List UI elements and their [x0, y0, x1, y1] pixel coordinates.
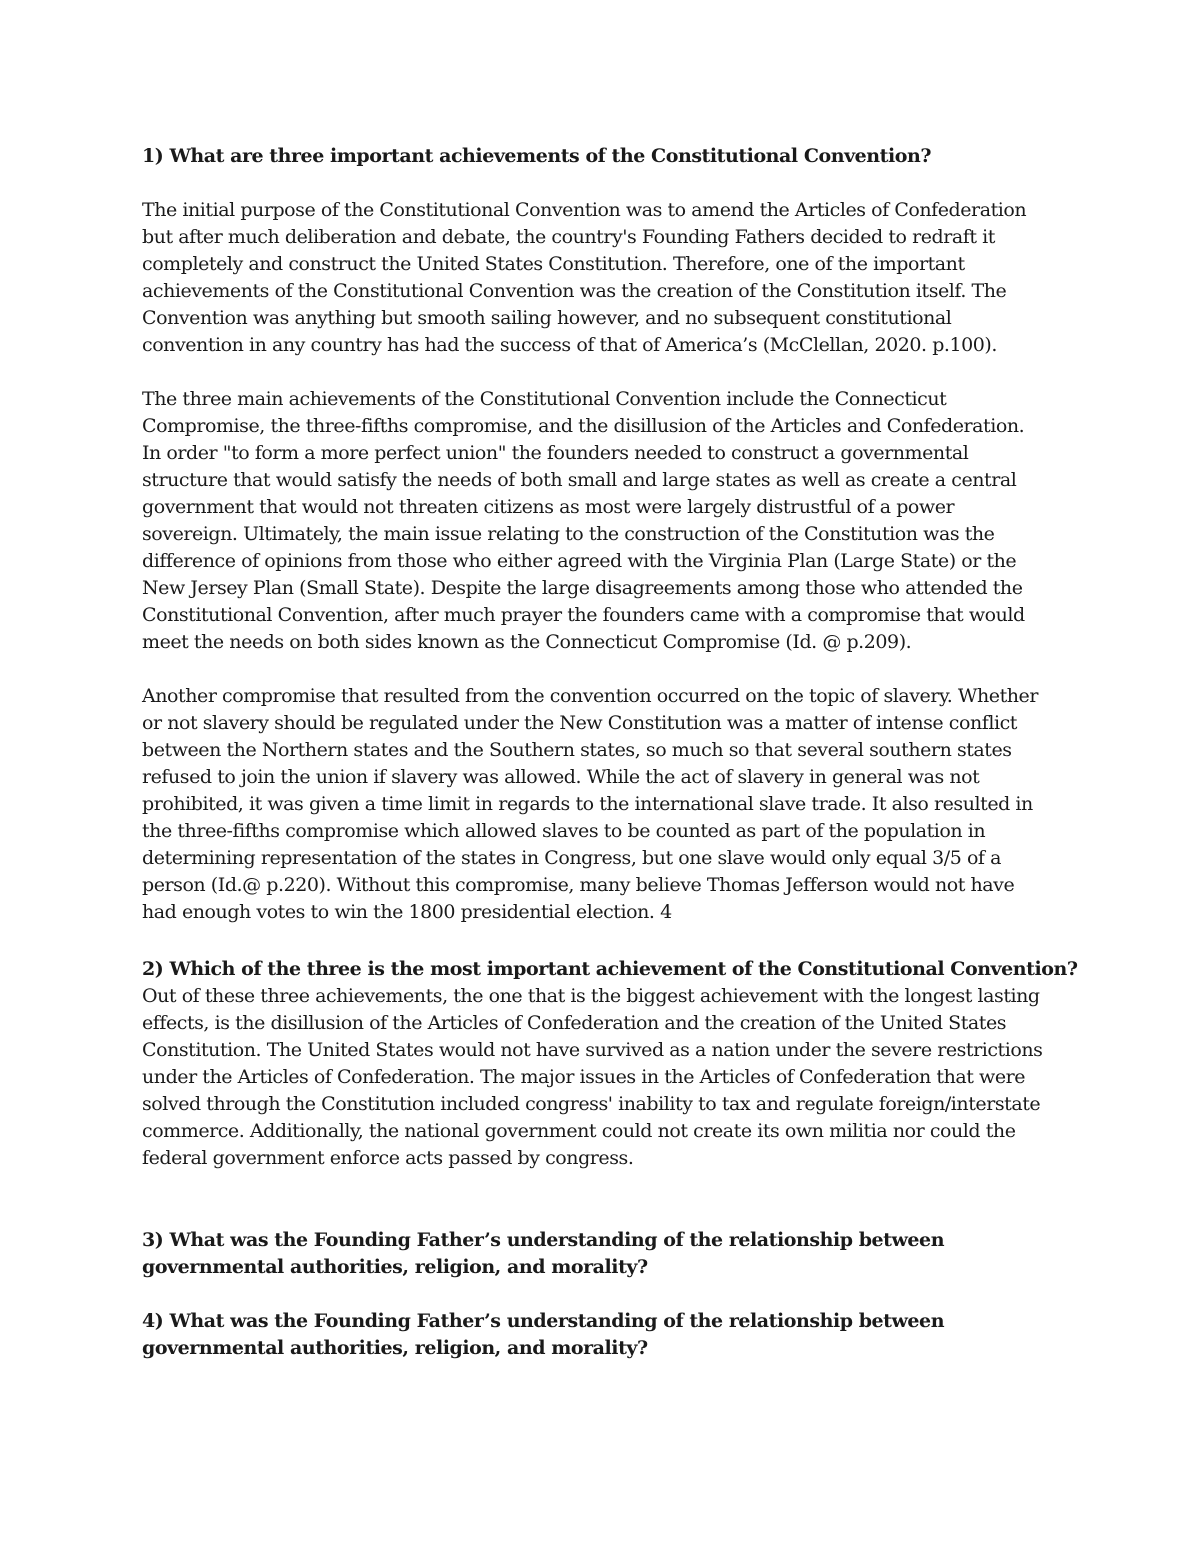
question-2-heading: [142, 956, 1078, 983]
question-1-paragraph-3: [142, 683, 1038, 926]
question-3-heading: [142, 1227, 944, 1281]
text-line: person (Id.@ p.220). Without this compromise, many believe Thomas Jefferson would not have: [142, 874, 1015, 896]
heading-line: 4) What was the Founding Father’s understanding of the relationship between: [142, 1310, 945, 1332]
heading-line: governmental authorities, religion, and morality?: [142, 1256, 648, 1278]
text-line: had enough votes to win the 1800 presidential election. 4: [142, 901, 672, 923]
text-line: difference of opinions from those who either agreed with the Virginia Plan (Large State) or the: [142, 550, 1017, 572]
heading-line: governmental authorities, religion, and morality?: [142, 1337, 648, 1359]
text-line: but after much deliberation and debate, the country's Founding Fathers decided to redraft it: [142, 226, 995, 248]
text-line: under the Articles of Confederation. The major issues in the Articles of Confederation that were: [142, 1066, 1026, 1088]
question-4-heading: [142, 1308, 944, 1362]
text-line: the three-fifths compromise which allowed slaves to be counted as part of the population in: [142, 820, 986, 842]
text-line: The three main achievements of the Constitutional Convention include the Connecticut: [142, 388, 947, 410]
text-line: Compromise, the three-fifths compromise, and the disillusion of the Articles and Confederation.: [142, 415, 1025, 437]
text-line: Constitutional Convention, after much prayer the founders came with a compromise that would: [142, 604, 1025, 626]
text-line: commerce. Additionally, the national government could not create its own militia nor could the: [142, 1120, 1016, 1142]
text-line: federal government enforce acts passed by congress.: [142, 1147, 634, 1169]
text-line: completely and construct the United States Constitution. Therefore, one of the important: [142, 253, 965, 275]
text-line: determining representation of the states in Congress, but one slave would only equal 3/5 of a: [142, 847, 1001, 869]
text-line: structure that would satisfy the needs of both small and large states as well as create a central: [142, 469, 1017, 491]
text-line: The initial purpose of the Constitutional Convention was to amend the Articles of Confederation: [142, 199, 1027, 221]
text-line: solved through the Constitution included congress' inability to tax and regulate foreign/interstate: [142, 1093, 1041, 1115]
text-line: refused to join the union if slavery was allowed. While the act of slavery in general was not: [142, 766, 980, 788]
question-1-paragraph-2: [142, 386, 1025, 656]
text-line: meet the needs on both sides known as the Connecticut Compromise (Id. @ p.209).: [142, 631, 912, 653]
question-1-paragraph-1: [142, 197, 1026, 359]
text-line: prohibited, it was given a time limit in regards to the international slave trade. It also resulted in: [142, 793, 1033, 815]
question-2-paragraph-1: [142, 983, 1042, 1172]
heading-line: 2) Which of the three is the most important achievement of the Constitutional Convention?: [142, 958, 1078, 980]
text-line: achievements of the Constitutional Convention was the creation of the Constitution itself. The: [142, 280, 1007, 302]
question-1-heading: [142, 143, 931, 170]
text-line: sovereign. Ultimately, the main issue relating to the construction of the Constitution was the: [142, 523, 995, 545]
text-line: Out of these three achievements, the one that is the biggest achievement with the longest lasting: [142, 985, 1040, 1007]
text-line: New Jersey Plan (Small State). Despite the large disagreements among those who attended the: [142, 577, 1023, 599]
heading-line: 1) What are three important achievements of the Constitutional Convention?: [142, 145, 932, 167]
text-line: Convention was anything but smooth sailing however, and no subsequent constitutional: [142, 307, 952, 329]
text-line: Another compromise that resulted from the convention occurred on the topic of slavery. Whether: [142, 685, 1038, 707]
text-line: convention in any country has had the success of that of America’s (McClellan, 2020. p.100).: [142, 334, 997, 356]
text-line: effects, is the disillusion of the Articles of Confederation and the creation of the United States: [142, 1012, 1007, 1034]
text-line: government that would not threaten citizens as most were largely distrustful of a power: [142, 496, 955, 518]
heading-line: 3) What was the Founding Father’s understanding of the relationship between: [142, 1229, 945, 1251]
text-line: between the Northern states and the Southern states, so much so that several southern states: [142, 739, 1012, 761]
text-line: or not slavery should be regulated under the New Constitution was a matter of intense conflict: [142, 712, 1017, 734]
text-line: Constitution. The United States would not have survived as a nation under the severe restrictions: [142, 1039, 1043, 1061]
text-line: In order "to form a more perfect union" the founders needed to construct a governmental: [142, 442, 969, 464]
